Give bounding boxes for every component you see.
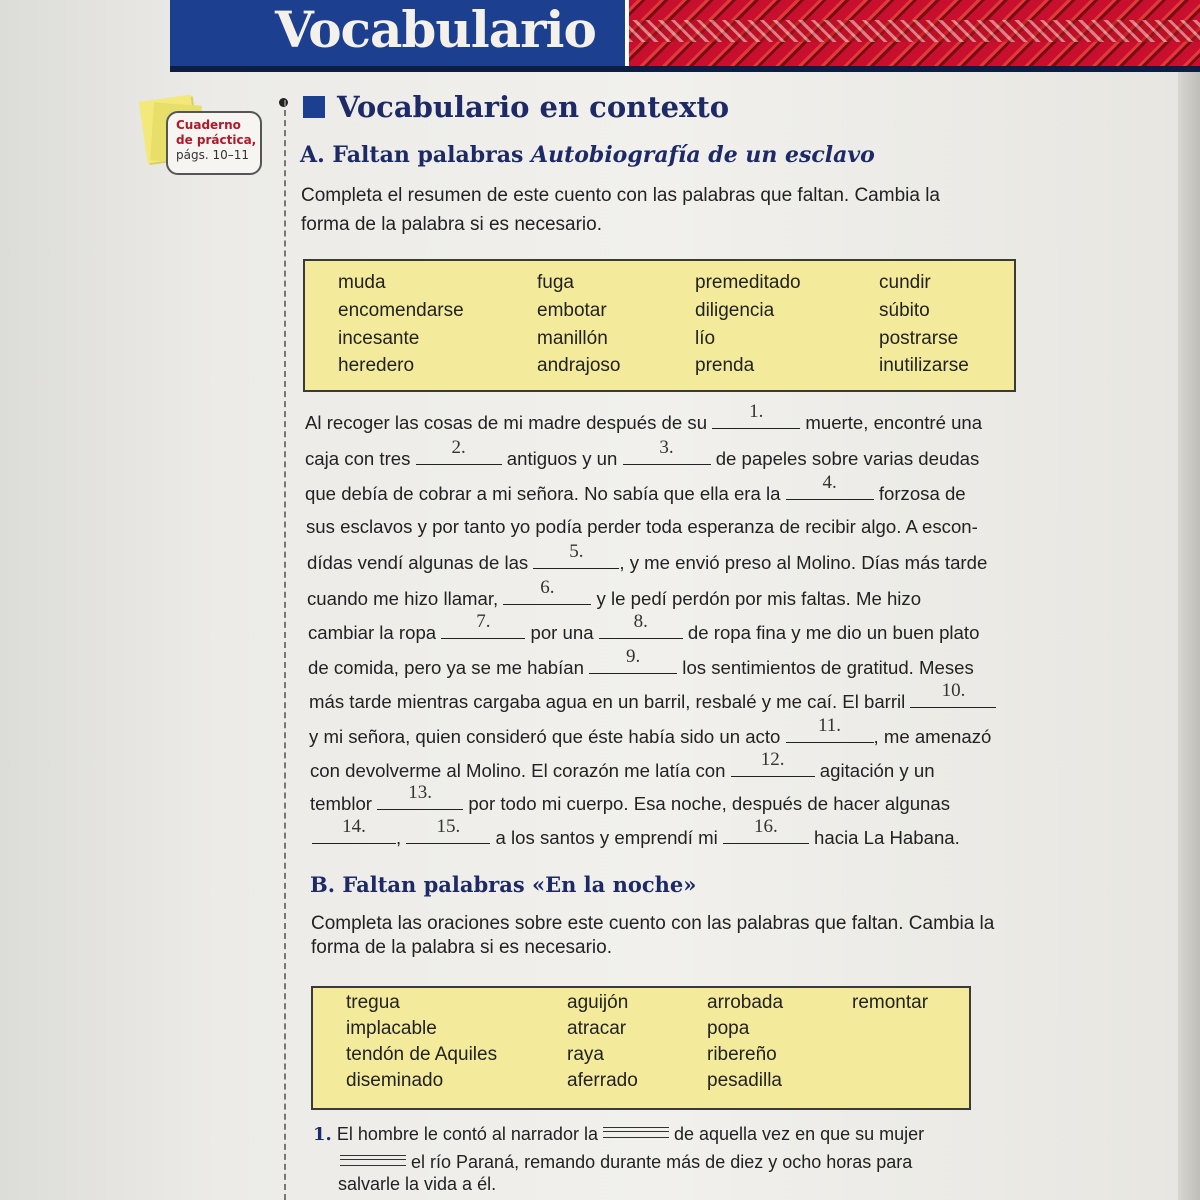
paragraph-text: antiguos y un [501, 448, 623, 469]
word-bank-item: fuga [537, 272, 574, 293]
answer-blank[interactable] [786, 472, 874, 500]
word-bank-item: incesante [338, 328, 420, 349]
paragraph-line [308, 646, 974, 679]
paragraph-text: de ropa fina y me dio un buen plato [682, 622, 980, 643]
word-bank-item: andrajoso [537, 355, 621, 376]
word-bank-item: inutilizarse [879, 355, 969, 376]
answer-blank[interactable] [731, 749, 815, 777]
paragraph-line [310, 782, 951, 815]
part-a-heading-title: Autobiografía de un esclavo [531, 142, 875, 168]
word-bank-item: arrobada [707, 992, 784, 1013]
question-1-text-c: el río Paraná, remando durante más de diez y ocho horas para [411, 1152, 913, 1172]
word-bank-item: raya [567, 1044, 604, 1065]
blank-number: 16. [754, 816, 778, 837]
paragraph-text: por una [525, 622, 599, 643]
answer-blank[interactable] [623, 437, 711, 465]
square-bullet-icon [303, 96, 325, 118]
word-bank-item: cundir [879, 272, 931, 293]
paragraph-text: , [396, 827, 407, 848]
word-bank-item: heredero [338, 355, 415, 376]
word-bank-item: manillón [537, 328, 608, 349]
paragraph-line [308, 611, 980, 644]
answer-blank[interactable] [589, 646, 677, 674]
paragraph-text: forzosa de [873, 483, 966, 504]
paragraph-line [305, 401, 983, 434]
word-bank-a [303, 259, 1016, 392]
part-a-instructions [301, 181, 940, 239]
answer-blank[interactable] [416, 437, 502, 465]
word-bank-item: encomendarse [338, 300, 464, 321]
banner-title: Vocabulario [275, 0, 596, 59]
paragraph-line [307, 577, 922, 610]
paragraph-text: de comida, pero ya se me habían [308, 657, 590, 678]
word-bank-item: pesadilla [707, 1070, 782, 1091]
part-b-instructions [311, 912, 994, 960]
answer-blank[interactable] [723, 816, 809, 844]
workbook-line-1: Cuaderno [176, 118, 241, 132]
blank-number: 12. [760, 749, 785, 770]
blank-number: 4. [822, 472, 837, 493]
question-1-text-b: de aquella vez en que su mujer [673, 1124, 925, 1144]
paragraph-text: muerte, encontré una [800, 412, 983, 433]
paragraph-line [309, 715, 992, 748]
paragraph-line [309, 680, 996, 713]
part-a-heading-prefix: A. Faltan palabras [300, 142, 524, 168]
blank-number: 7. [476, 611, 491, 632]
paragraph-text: los sentimientos de gratitud. Meses [677, 657, 974, 678]
paragraph-text: temblor [310, 793, 378, 814]
paragraph-text: cuando me hizo llamar, [307, 588, 504, 609]
word-bank-item: ribereño [707, 1044, 777, 1065]
paragraph-text: de papeles sobre varias deudas [710, 448, 980, 469]
word-bank-item: muda [338, 272, 386, 293]
answer-blank[interactable] [603, 1127, 669, 1138]
paragraph-text: y le pedí perdón por mis faltas. Me hizo [591, 588, 922, 609]
paragraph-text: a los santos y emprendí mi [490, 827, 723, 848]
blank-number: 14. [342, 816, 366, 837]
paragraph-text: , me amenazó [873, 726, 992, 747]
paragraph-text: que debía de cobrar a mi señora. No sabía que ella era la [305, 483, 786, 504]
banner-shadow [170, 66, 1200, 72]
question-1-number: 1. [313, 1124, 332, 1145]
word-bank-item: lío [695, 328, 716, 349]
word-bank-item: diseminado [346, 1070, 444, 1091]
paragraph-text: , y me envió preso al Molino. Días más tarde [619, 552, 988, 573]
question-1-text-a: El hombre le contó al narrador la [336, 1124, 598, 1144]
answer-blank[interactable] [533, 541, 619, 569]
paragraph-line [306, 516, 978, 538]
word-bank-item: tregua [346, 992, 400, 1013]
part-a-heading [300, 142, 875, 168]
part-b-heading: B. Faltan palabras «En la noche» [310, 872, 697, 897]
answer-blank[interactable] [406, 816, 490, 844]
paragraph-text: dídas vendí algunas de las [307, 552, 534, 573]
blank-number: 15. [436, 816, 461, 837]
question-1-line-2 [340, 1152, 912, 1173]
paragraph-text: Al recoger las cosas de mi madre después de su [305, 412, 713, 433]
answer-blank[interactable] [441, 611, 525, 639]
woven-pattern-decoration [625, 0, 1200, 66]
blank-number: 9. [626, 646, 641, 667]
part-b-instructions-line-2: forma de la palabra si es necesario. [311, 937, 612, 958]
blank-number: 10. [941, 680, 966, 701]
word-bank-item: popa [707, 1018, 750, 1039]
paragraph-text: y mi señora, quien consideró que éste había sido un acto [309, 726, 786, 747]
answer-blank[interactable] [377, 782, 463, 810]
answer-blank[interactable] [599, 611, 683, 639]
paragraph-line [305, 472, 966, 505]
word-bank-item: diligencia [695, 300, 775, 321]
word-bank-item: postrarse [879, 328, 959, 349]
section-title [303, 90, 729, 124]
workbook-reference [166, 111, 262, 175]
workbook-line-2: de práctica, [176, 133, 257, 147]
page-edge [1178, 60, 1200, 1200]
paragraph-line [307, 541, 988, 574]
word-bank-item: prenda [695, 355, 755, 376]
paragraph-text: cambiar la ropa [308, 622, 442, 643]
word-bank-item: súbito [879, 300, 930, 321]
paragraph-text: más tarde mientras cargaba agua en un barril, resbalé y me caí. El barril [309, 691, 911, 712]
paragraph-text: hacia La Habana. [808, 827, 960, 848]
question-1-line-3: salvarle la vida a él. [338, 1174, 497, 1194]
word-bank-item: premeditado [695, 272, 801, 293]
section-title-text: Vocabulario en contexto [337, 90, 730, 124]
word-bank-item: aguijón [567, 992, 629, 1013]
part-b-instructions-line-1: Completa las oraciones sobre este cuento con las palabras que faltan. Cambia la [311, 913, 995, 934]
answer-blank[interactable] [910, 680, 996, 708]
word-bank-item: implacable [346, 1018, 437, 1039]
paragraph-text: por todo mi cuerpo. Esa noche, después de hacer algunas [463, 793, 951, 814]
blank-number: 3. [659, 437, 674, 458]
blank-number: 1. [749, 401, 764, 422]
answer-blank[interactable] [312, 816, 396, 844]
paragraph-text: sus esclavos y por tanto yo podía perder toda esperanza de recibir algo. A escon- [306, 516, 978, 537]
paragraph-line [305, 437, 980, 470]
blank-number: 13. [408, 782, 433, 803]
blank-number: 11. [817, 715, 842, 736]
blank-number: 8. [633, 611, 648, 632]
paragraph-text: con devolverme al Molino. El corazón me latía con [310, 760, 731, 781]
word-bank-item: aferrado [567, 1070, 638, 1091]
paragraph-text: agitación y un [814, 760, 935, 781]
margin-dashed-line [284, 100, 286, 1200]
part-a-instructions-line-1: Completa el resumen de este cuento con las palabras que faltan. Cambia la [301, 185, 940, 206]
part-a-instructions-line-2: forma de la palabra si es necesario. [301, 214, 602, 235]
paragraph-line [310, 749, 935, 782]
word-bank-item: atracar [567, 1018, 627, 1039]
paragraph-line [312, 816, 960, 849]
question-1 [313, 1124, 924, 1145]
answer-blank[interactable] [786, 715, 874, 743]
chapter-banner [170, 0, 1200, 68]
paragraph-text: caja con tres [305, 448, 416, 469]
word-bank-item: tendón de Aquiles [346, 1044, 498, 1065]
answer-blank[interactable] [340, 1155, 406, 1166]
word-bank-b [311, 986, 971, 1110]
blank-number: 5. [569, 541, 584, 562]
word-bank-item: embotar [537, 300, 607, 321]
answer-blank[interactable] [712, 401, 800, 429]
workbook-line-3: págs. 10–11 [176, 148, 250, 162]
blank-number: 6. [540, 577, 555, 598]
blank-number: 2. [451, 437, 466, 458]
word-bank-item: remontar [852, 992, 929, 1013]
answer-blank[interactable] [503, 577, 591, 605]
